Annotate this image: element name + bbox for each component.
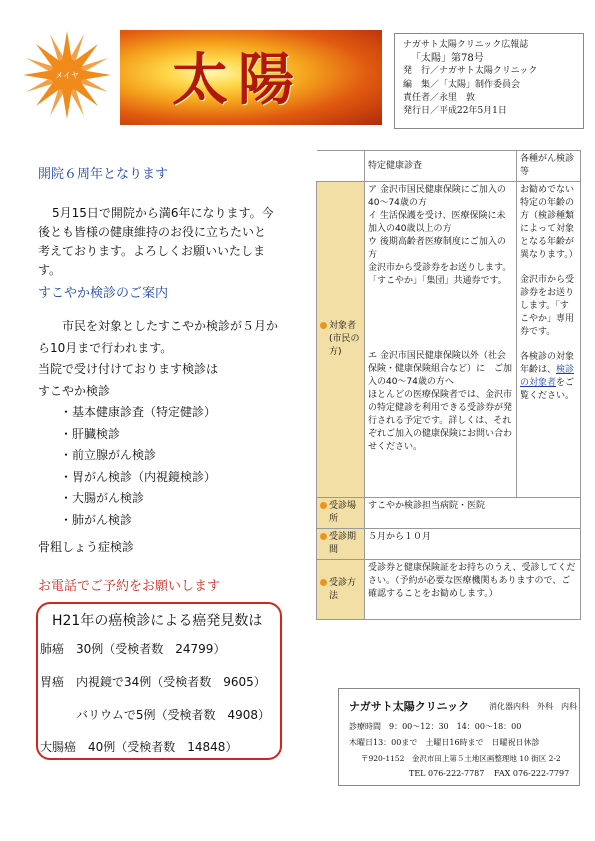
masthead-line: 責任者／永里 敦: [403, 92, 476, 103]
banner-title: 太陽: [172, 47, 304, 113]
target-item: 金沢市から受診券をお送りします。「すこやか」「集団」共通券です。: [368, 263, 512, 286]
reservation-call: お電話でご予約をお願いします: [38, 579, 221, 594]
clinic-hours: 診療時間 9：00〜12：30 14：00〜18：00: [349, 722, 522, 731]
bullet-icon: [320, 579, 327, 586]
masthead-line: 編 集／「太陽」制作委員会: [403, 79, 521, 90]
clinic-info-box: [338, 688, 580, 786]
clinic-closed-days: 木曜日13：00まで 土曜日16時まで 日曜祝日休診: [349, 738, 540, 747]
paragraph-line: ら10月まで行われます。: [38, 340, 173, 355]
clinic-logo: [22, 30, 112, 120]
row-label-period: 受診期間: [317, 529, 365, 560]
masthead-line: 発 行／ナガサト太陽クリニック: [403, 66, 538, 77]
heading-anniversary: 開院６周年となります: [38, 167, 169, 182]
target-side-item: お勧めでない特定の年齢の方（検診種類によって対象となる年齢が異なります。）: [520, 185, 578, 260]
heading-checkup-guide: すこやか検診のご案内: [38, 286, 169, 301]
paragraph-line: 後とも皆様の健康維持のお役に立ちたいと: [38, 225, 267, 239]
exam-item: ・肝臓検診: [60, 426, 121, 441]
paragraph-line: 考えております。よろしくお願いいたしま: [38, 244, 266, 258]
checkup-paragraph: [38, 316, 288, 402]
bullet-icon: [320, 533, 327, 540]
table-row: [317, 529, 581, 560]
paragraph-line: 当院で受け付けております検診は: [38, 362, 219, 376]
table-row: [317, 560, 581, 620]
row-label-text: 対象者(市民の方): [329, 321, 360, 357]
table-header: 特定健康診査: [365, 151, 517, 182]
bullet-icon: [320, 502, 327, 509]
stats-row: 胃癌 内視鏡で34例（受検者数 9605）: [40, 675, 266, 689]
clinic-departments: 消化器内科 外科 内科: [489, 702, 577, 711]
target-item: ア 金沢市国民健康保険にご加入の 40〜74歳の方: [368, 185, 515, 208]
exam-item: ・基本健康診査（特定健診）: [60, 405, 217, 419]
exam-item: ・胃がん検診（内視鏡検診）: [60, 469, 217, 484]
paragraph-line: すこやか検診: [38, 383, 111, 398]
target-item: ほとんどの医療保険者では、金沢市の特定健診を利用できる受診券が発行される予定です。詳しくは、それぞれご加入の健康保険にお問い合わせください。: [368, 390, 513, 452]
table-header-blank: [317, 151, 365, 182]
paragraph-line: 市民を対象としたすこやか検診が５月か: [62, 319, 279, 333]
osteoporosis-checkup: 骨粗しょう症検診: [38, 540, 135, 554]
target-item: イ 生活保護を受け、医療保険に未 加入の40歳以上の方: [368, 211, 515, 234]
row-label: [320, 320, 361, 359]
target-age-link[interactable]: 検診の対象者: [520, 365, 575, 388]
stats-row: 肺癌 30例（受検者数 24799）: [40, 642, 226, 656]
masthead: [394, 33, 584, 129]
target-item: ウ 後期高齢者医療制度にご加入の 方: [368, 237, 515, 260]
place-cell: すこやか検診担当病院・医院: [365, 498, 581, 529]
bullet-icon: [320, 322, 327, 329]
row-label-target: [317, 182, 365, 498]
table-row: [317, 182, 581, 498]
target-item: エ 金沢市国民健康保険以外（社会保険・健康保険組合など）に ご加入の40〜74歳の方へ: [368, 351, 513, 387]
checkup-table: [316, 150, 581, 620]
row-label-method: 受診方法: [317, 560, 365, 620]
clinic-name: ナガサト太陽クリニック: [349, 700, 470, 713]
target-side-item: 各検診の対象年齢は、検診の対象者をご覧ください。: [520, 352, 575, 401]
anniversary-paragraph: [38, 204, 288, 280]
exam-item: ・肺がん検診: [60, 512, 133, 527]
cancer-stats-box: [36, 602, 282, 760]
row-label-place: 受診場所: [317, 498, 365, 529]
table-header: 各種がん検診等: [517, 151, 581, 182]
target-main-cell: [365, 182, 517, 498]
paragraph-line: す。: [38, 263, 62, 277]
method-cell: 受診券と健康保険証をお持ちのうえ、受診してください。（予約が必要な医療機関もありますので、ご確認することをお勧めします。）: [365, 560, 581, 620]
stats-row: 大腸癌 40例（受検者数 14848）: [40, 740, 238, 754]
clinic-address: 〒920-1152 金沢市田上第５土地区画整理地 10 街区 2-2: [361, 754, 561, 763]
masthead-line: 発行日／平成22年5月1日: [403, 106, 507, 117]
table-row: [317, 498, 581, 529]
sun-logo-icon: [22, 30, 112, 120]
clinic-fax: FAX 076-222-7797: [494, 769, 570, 778]
stats-row: バリウムで5例（受検者数 4908）: [76, 708, 271, 722]
period-cell: ５月から１０月: [365, 529, 581, 560]
target-side-cell: [517, 182, 581, 498]
exam-item: ・大腸がん検診: [60, 491, 145, 505]
exam-list: [60, 402, 216, 531]
paragraph-line: 5月15日で開院から満6年になります。今: [52, 206, 274, 220]
table-header-row: [317, 151, 581, 182]
stats-title: H21年の癌検診による癌発見数は: [52, 613, 263, 629]
masthead-line: 「太陽」第78号: [411, 53, 484, 65]
target-side-item: 金沢市から受診券をお送りします。「すこやか」専用券です。: [520, 275, 575, 337]
exam-item: ・前立腺がん検診: [60, 448, 157, 462]
logo-text: メイヤ: [55, 71, 79, 80]
clinic-tel: TEL 076-222-7787: [409, 769, 485, 778]
masthead-line: ナガサト太陽クリニック広報誌: [403, 40, 529, 50]
